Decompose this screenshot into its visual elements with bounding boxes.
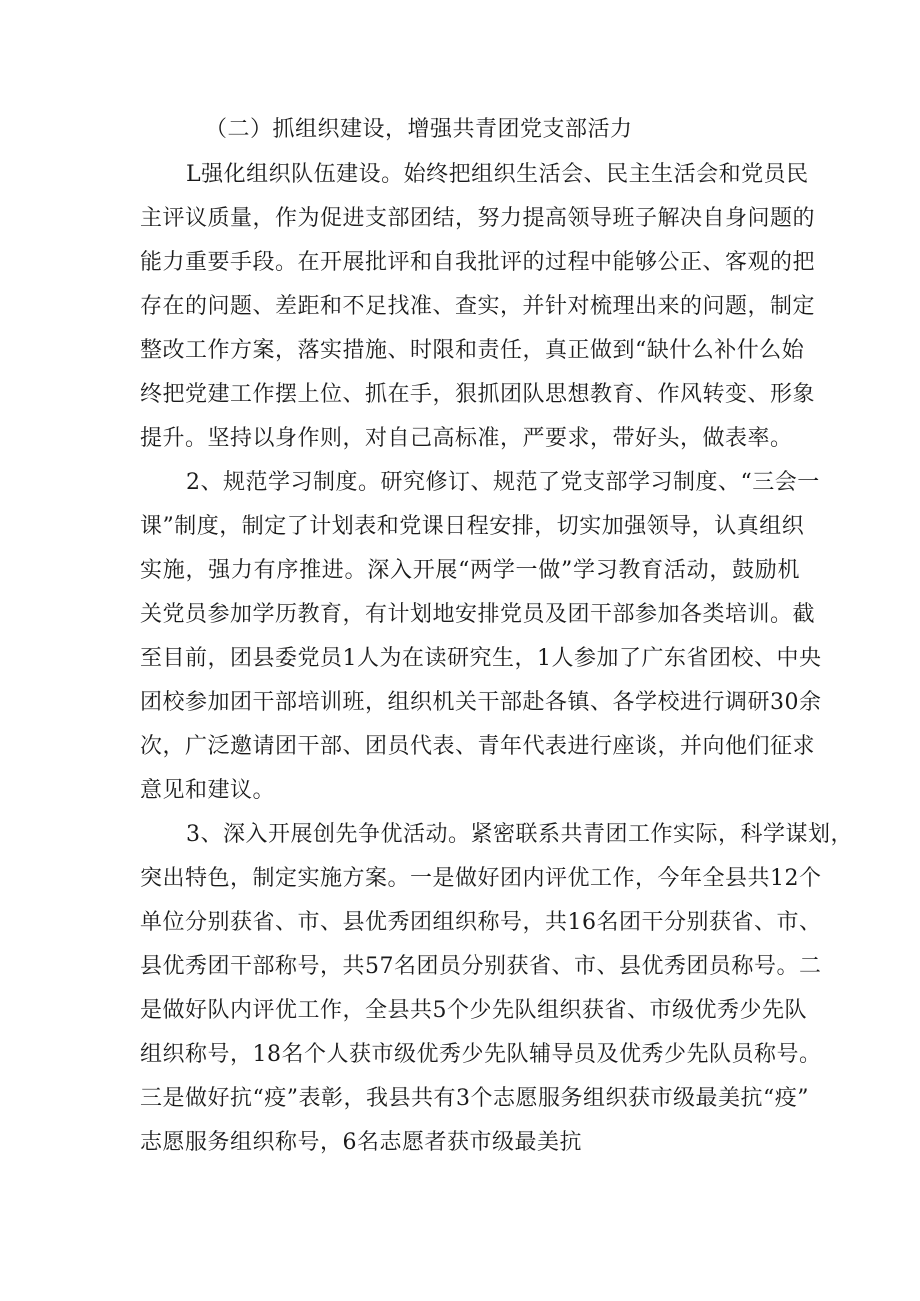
paragraph-3-line-6: 组织称号，18名个人获市级优秀少先队辅导员及优秀少先队员称号。: [140, 1042, 822, 1067]
paragraph-2-line-2: 课”制度，制定了计划表和党课日程安排，切实加强领导，认真组织: [140, 514, 805, 539]
paragraph-3-line-4: 县优秀团干部称号，共57名团员分别获省、市、县优秀团员称号。二: [140, 954, 822, 979]
paragraph-2-line-8: 意见和建议。: [140, 778, 276, 803]
paragraph-3-line-3: 单位分别获省、市、县优秀团组织称号，共16名团干分别获省、市、: [140, 910, 822, 935]
paragraph-2-line-6: 团校参加团干部培训班，组织机关干部赴各镇、各学校进行调研30余: [140, 690, 822, 715]
paragraph-1-line-2: 主评议质量，作为促进支部团结，努力提高领导班子解决自身问题的: [140, 206, 816, 231]
paragraph-3-line-1: 3、深入开展创先争优活动。紧密联系共青团工作实际，科学谋划，: [186, 822, 853, 847]
paragraph-1-line-3: 能力重要手段。在开展批评和自我批评的过程中能够公正、客观的把: [140, 250, 816, 275]
paragraph-3-line-2: 突出特色，制定实施方案。一是做好团内评优工作，今年全县共12个: [140, 866, 822, 891]
paragraph-3-line-8: 志愿服务组织称号，6名志愿者获市级最美抗: [140, 1130, 582, 1155]
paragraph-1-line-4: 存在的问题、差距和不足找准、查实，并针对梳理出来的问题，制定: [140, 294, 816, 319]
paragraph-3-line-7: 三是做好抗“疫”表彰，我县共有3个志愿服务组织获市级最美抗“疫”: [140, 1086, 809, 1111]
paragraph-2-line-3: 实施，强力有序推进。深入开展“两学一做”学习教育活动，鼓励机: [140, 558, 800, 583]
paragraph-2-line-7: 次，广泛邀请团干部、团员代表、青年代表进行座谈，并向他们征求: [140, 734, 816, 759]
paragraph-1-line-7: 提升。坚持以身作则，对自己高标准，严要求，带好头，做表率。: [140, 426, 793, 451]
paragraph-2-line-1: 2、规范学习制度。研究修订、规范了党支部学习制度、“三会一: [186, 470, 820, 495]
section-heading: （二）抓组织建设，增强共青团党支部活力: [205, 117, 633, 142]
paragraph-1-line-1: L强化组织队伍建设。始终把组织生活会、民主生活会和党员民: [186, 162, 809, 187]
paragraph-2-line-4: 关党员参加学历教育，有计划地安排党员及团干部参加各类培训。截: [140, 602, 816, 627]
paragraph-2-line-5: 至目前，团县委党员1人为在读研究生，1人参加了广东省团校、中央: [140, 646, 822, 671]
paragraph-1-line-6: 终把党建工作摆上位、抓在手，狠抓团队思想教育、作风转变、形象: [140, 382, 816, 407]
paragraph-3-line-5: 是做好队内评优工作，全县共5个少先队组织获省、市级优秀少先队: [140, 998, 807, 1023]
paragraph-1-line-5: 整改工作方案，落实措施、时限和责任，真正做到“缺什么补什么始: [140, 338, 805, 363]
